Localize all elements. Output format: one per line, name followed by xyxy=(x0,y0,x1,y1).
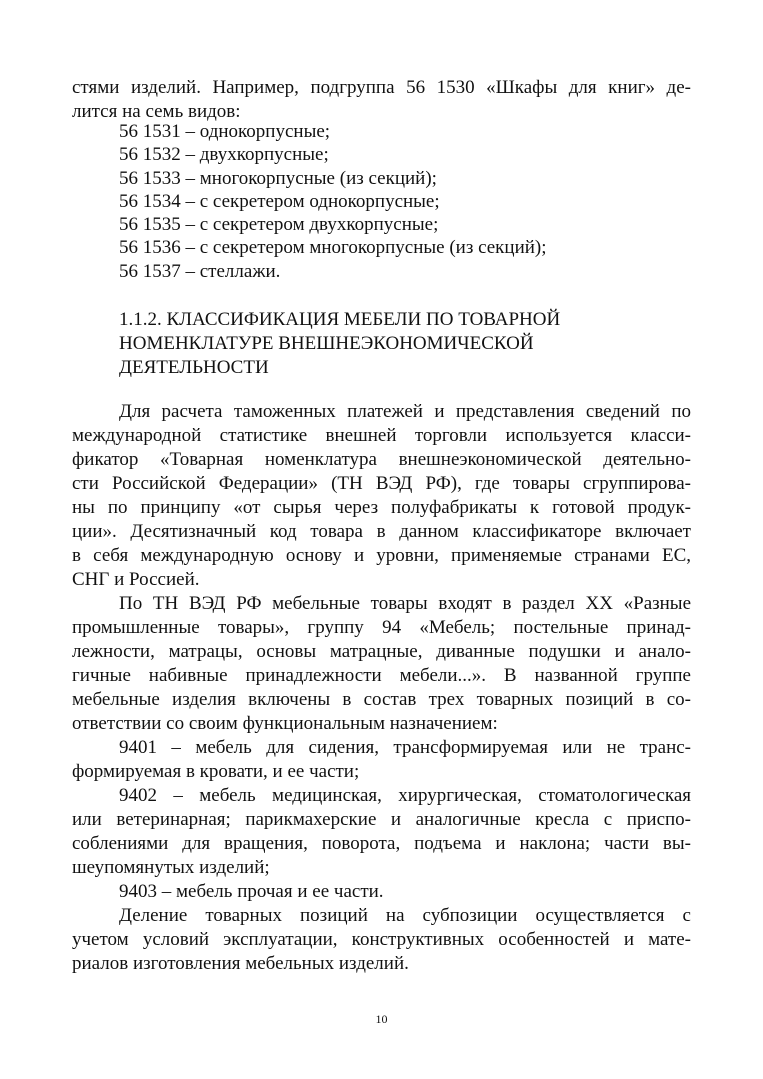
text-line: ответствии со своим функциональным назначением: xyxy=(72,713,498,734)
text-line: СНГ и Россией. xyxy=(72,569,200,590)
text-line: мебельные изделия включены в состав трех товарных позиций в со- xyxy=(72,689,691,710)
text-line: сти Российской Федерации» (ТН ВЭД РФ), где товары сгруппирова- xyxy=(72,473,691,494)
text-line: ны по принципу «от сырья через полуфабрикаты к готовой продук- xyxy=(72,497,691,518)
text-line: Для расчета таможенных платежей и представления сведений по xyxy=(119,401,691,422)
text-line: шеупомянутых изделий; xyxy=(72,857,270,878)
text-line: По ТН ВЭД РФ мебельные товары входят в раздел XX «Разные xyxy=(119,593,691,614)
text-line: 9402 – мебель медицинская, хирургическая, стоматологическая xyxy=(119,785,691,806)
section-heading xyxy=(72,308,691,380)
list-item: 56 1532 – двухкорпусные; xyxy=(119,144,329,166)
list-item: 56 1537 – стеллажи. xyxy=(119,260,281,282)
text-line: гичные набивные принадлежности мебели...». В названной группе xyxy=(72,665,691,686)
heading-line: ДЕЯТЕЛЬНОСТИ xyxy=(119,357,269,378)
heading-line: НОМЕНКЛАТУРЕ ВНЕШНЕЭКОНОМИЧЕСКОЙ xyxy=(119,333,534,354)
text-line: лежности, матрацы, основы матрацные, диванные подушки и анало- xyxy=(72,641,691,662)
text-line: риалов изготовления мебельных изделий. xyxy=(72,953,409,974)
text-line: Деление товарных позиций на субпозиции осуществляется с xyxy=(119,905,691,926)
list-item: 56 1533 – многокорпусные (из секций); xyxy=(119,167,437,189)
text-line: 9401 – мебель для сидения, трансформируемая или не транс- xyxy=(119,737,691,758)
subgroup-list xyxy=(72,120,691,283)
intro-paragraph xyxy=(72,76,691,124)
list-item: 56 1535 – с секретером двухкорпусные; xyxy=(119,214,439,236)
list-item: 56 1531 – однокорпусные; xyxy=(119,121,331,142)
text-line: международной статистике внешней торговли используется класси- xyxy=(72,425,691,446)
text-line: фикатор «Товарная номенклатура внешнеэкономической деятельно- xyxy=(72,449,691,470)
text-line: в себя международную основу и уровни, применяемые странами ЕС, xyxy=(72,545,691,566)
text-line: или ветеринарная; парикмахерские и аналогичные кресла с приспо- xyxy=(72,809,691,830)
list-item: 56 1536 – с секретером многокорпусные (из секций); xyxy=(119,237,547,259)
text-line: промышленные товары», группу 94 «Мебель; постельные принад- xyxy=(72,617,691,638)
text-line: учетом условий эксплуатации, конструктивных особенностей и мате- xyxy=(72,929,691,950)
text-line: соблениями для вращения, поворота, подъема и наклона; части вы- xyxy=(72,833,691,854)
list-item: 56 1534 – с секретером однокорпусные; xyxy=(119,190,440,212)
heading-line: 1.1.2. КЛАССИФИКАЦИЯ МЕБЕЛИ ПО ТОВАРНОЙ xyxy=(119,309,561,330)
text-line: ции». Десятизначный код товара в данном классификаторе включает xyxy=(72,521,691,542)
text-line: 9403 – мебель прочая и ее части. xyxy=(119,881,384,902)
paragraph-tn-ved xyxy=(72,400,691,976)
page-number: 10 xyxy=(375,1012,388,1026)
text-line: стями изделий. Например, подгруппа 56 1530 «Шкафы для книг» де- xyxy=(72,77,691,98)
text-line: формируемая в кровати, и ее части; xyxy=(72,761,360,782)
text-line: лится на семь видов: xyxy=(72,101,241,122)
